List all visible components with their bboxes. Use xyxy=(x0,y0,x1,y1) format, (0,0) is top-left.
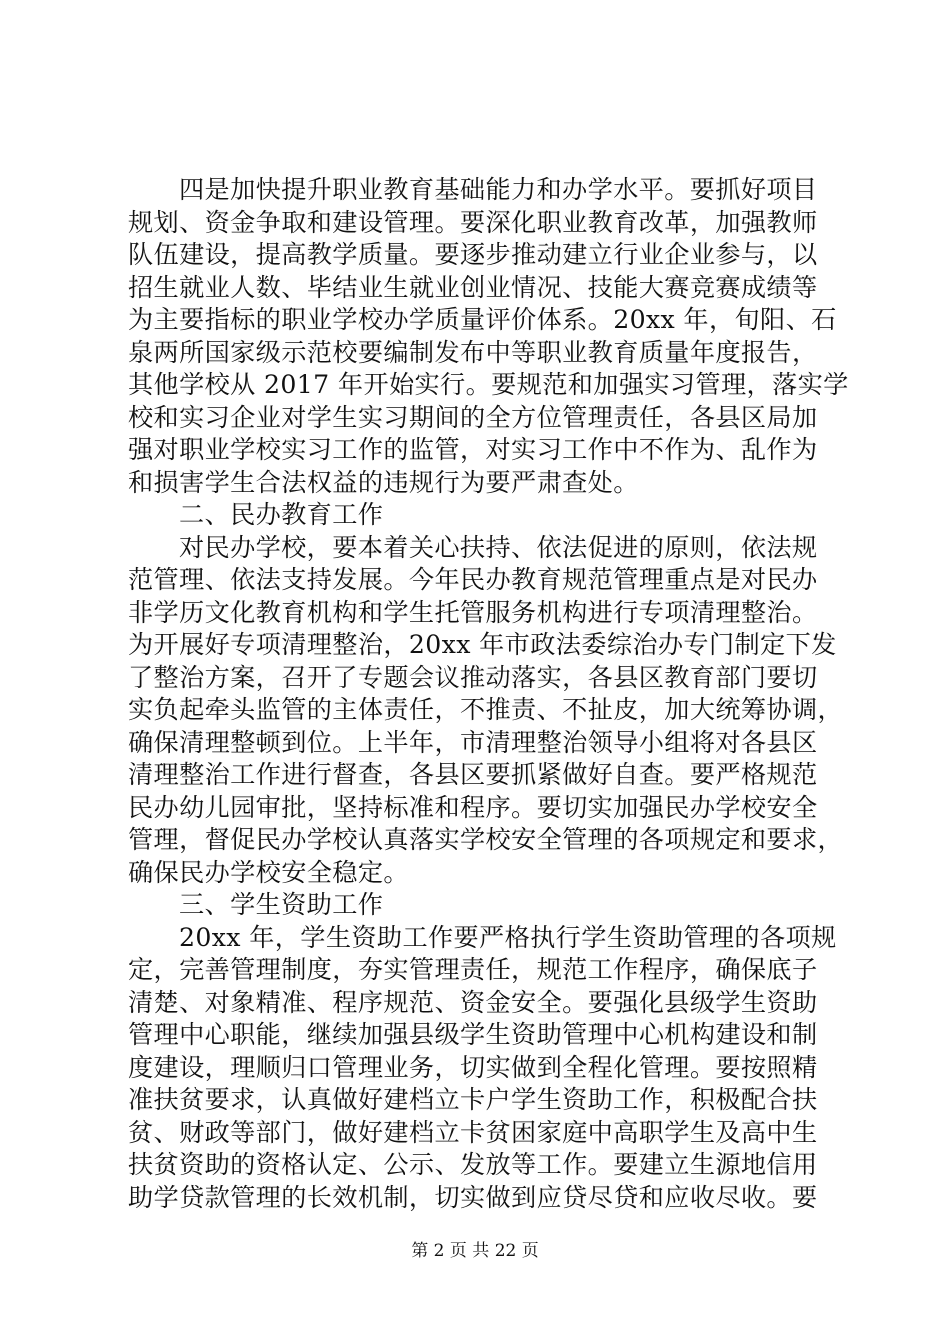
text-line: 实负起牵头监管的主体责任，不推责、不扯皮，加大统筹协调， xyxy=(128,695,844,724)
text-line: 20xx 年，学生资助工作要严格执行学生资助管理的各项规 xyxy=(179,922,837,952)
text-line: 队伍建设，提高教学质量。要逐步推动建立行业企业参与，以 xyxy=(128,240,818,269)
text-line: 管理，督促民办学校认真落实学校安全管理的各项规定和要求， xyxy=(128,825,844,854)
text-line: 招生就业人数、毕结业生就业创业情况、技能大赛竞赛成绩等 xyxy=(128,272,818,302)
text-line: 确保民办学校安全稳定。 xyxy=(128,857,409,887)
text-line: 定，完善管理制度，夯实管理责任，规范工作程序，确保底子 xyxy=(128,955,818,984)
text-line: 规划、资金争取和建设管理。要深化职业教育改革，加强教师 xyxy=(128,207,818,237)
page-number-footer: 第 2 页 共 22 页 xyxy=(411,1241,539,1261)
text-line: 准扶贫要求，认真做好建档立卡户学生资助工作，积极配合扶 xyxy=(128,1085,818,1114)
text-line: 民办幼儿园审批，坚持标准和程序。要切实加强民办学校安全 xyxy=(128,792,818,822)
text-line: 四是加快提升职业教育基础能力和办学水平。要抓好项目 xyxy=(179,175,818,204)
text-line: 强对职业学校实习工作的监管，对实习工作中不作为、乱作为 xyxy=(128,435,818,464)
text-line: 校和实习企业对学生实习期间的全方位管理责任，各县区局加 xyxy=(128,402,818,432)
text-line: 泉两所国家级示范校要编制发布中等职业教育质量年度报告， xyxy=(128,337,818,367)
text-line: 管理中心职能，继续加强县级学生资助管理中心机构建设和制 xyxy=(128,1020,818,1049)
text-line: 度建设，理顺归口管理业务，切实做到全程化管理。要按照精 xyxy=(128,1052,818,1082)
text-line: 对民办学校，要本着关心扶持、依法促进的原则，依法规 xyxy=(179,532,818,562)
text-line: 清楚、对象精准、程序规范、资金安全。要强化县级学生资助 xyxy=(128,987,818,1017)
text-line: 为主要指标的职业学校办学质量评价体系。20xx 年，旬阳、石 xyxy=(128,305,837,334)
text-line: 和损害学生合法权益的违规行为要严肃查处。 xyxy=(128,467,639,497)
text-line: 贫、财政等部门，做好建档立卡贫困家庭中高职学生及高中生 xyxy=(128,1117,818,1147)
text-line: 了整治方案，召开了专题会议推动落实，各县区教育部门要切 xyxy=(128,662,818,692)
text-line: 清理整治工作进行督查，各县区要抓紧做好自查。要严格规范 xyxy=(128,760,818,789)
text-line: 三、学生资助工作 xyxy=(179,890,384,919)
text-line: 非学历文化教育机构和学生托管服务机构进行专项清理整治。 xyxy=(128,597,818,627)
text-line: 为开展好专项清理整治，20xx 年市政法委综治办专门制定下发 xyxy=(128,630,837,659)
text-line: 范管理、依法支持发展。今年民办教育规范管理重点是对民办 xyxy=(128,565,818,594)
text-line: 其他学校从 2017 年开始实行。要规范和加强实习管理，落实学 xyxy=(128,370,849,399)
text-line: 扶贫资助的资格认定、公示、发放等工作。要建立生源地信用 xyxy=(128,1150,818,1179)
text-line: 确保清理整顿到位。上半年，市清理整治领导小组将对各县区 xyxy=(128,727,818,757)
text-line: 二、民办教育工作 xyxy=(179,500,384,529)
text-line: 助学贷款管理的长效机制，切实做到应贷尽贷和应收尽收。要 xyxy=(128,1182,818,1212)
document-body xyxy=(128,174,849,1214)
